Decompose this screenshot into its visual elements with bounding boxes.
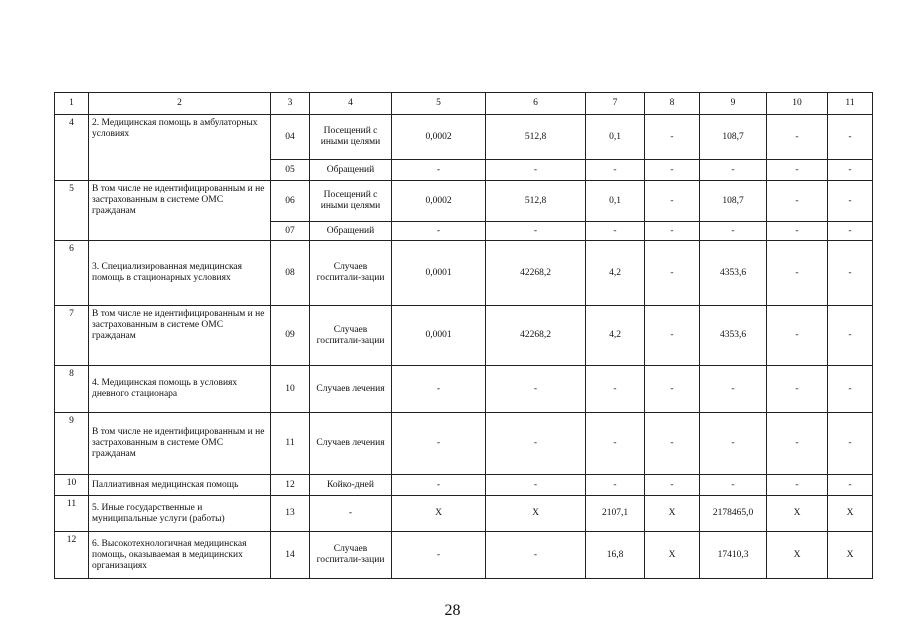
cell: 512,8 bbox=[486, 115, 586, 160]
cell: - bbox=[767, 241, 828, 306]
cell: X bbox=[645, 532, 700, 579]
cell: - bbox=[392, 160, 486, 181]
cell: - bbox=[700, 413, 767, 475]
cell: 0,0002 bbox=[392, 115, 486, 160]
table-row bbox=[55, 496, 873, 532]
table-row bbox=[55, 115, 873, 160]
cell: - bbox=[586, 366, 645, 413]
cell: - bbox=[828, 115, 873, 160]
table-row bbox=[55, 475, 873, 496]
cell: 4353,6 bbox=[700, 306, 767, 366]
header-cell: 5 bbox=[392, 93, 486, 115]
row-code: 08 bbox=[271, 241, 310, 306]
cell: X bbox=[645, 496, 700, 532]
cell: - bbox=[645, 241, 700, 306]
table-row bbox=[55, 241, 873, 306]
cell: X bbox=[828, 532, 873, 579]
cell: 42268,2 bbox=[486, 306, 586, 366]
cell: 2107,1 bbox=[586, 496, 645, 532]
cell: - bbox=[486, 532, 586, 579]
row-unit: Посещений с иными целями bbox=[310, 115, 392, 160]
cell: - bbox=[828, 306, 873, 366]
row-name: 2. Медицинская помощь в амбулаторных условиях bbox=[89, 115, 271, 181]
cell: - bbox=[486, 366, 586, 413]
cell: - bbox=[392, 222, 486, 241]
cell: - bbox=[586, 413, 645, 475]
cell: 4353,6 bbox=[700, 241, 767, 306]
header-cell: 9 bbox=[700, 93, 767, 115]
table-header-row bbox=[55, 93, 873, 115]
row-name: В том числе не идентифицированным и не застрахованным в системе ОМС гражданам bbox=[89, 306, 271, 366]
cell: - bbox=[486, 475, 586, 496]
row-unit: Обращений bbox=[310, 222, 392, 241]
row-unit: - bbox=[310, 496, 392, 532]
cell: - bbox=[828, 413, 873, 475]
cell: 0,0001 bbox=[392, 306, 486, 366]
cell: - bbox=[767, 160, 828, 181]
cell: - bbox=[645, 366, 700, 413]
cell: X bbox=[392, 496, 486, 532]
row-code: 13 bbox=[271, 496, 310, 532]
row-name: 4. Медицинская помощь в условиях дневного стационара bbox=[89, 366, 271, 413]
header-cell: 11 bbox=[828, 93, 873, 115]
row-number: 5 bbox=[55, 181, 89, 241]
row-unit: Случаев госпитали-зации bbox=[310, 532, 392, 579]
row-code: 11 bbox=[271, 413, 310, 475]
cell: - bbox=[828, 475, 873, 496]
cell: - bbox=[828, 222, 873, 241]
cell: - bbox=[392, 475, 486, 496]
cell: 108,7 bbox=[700, 181, 767, 222]
cell: - bbox=[392, 413, 486, 475]
cell: - bbox=[767, 366, 828, 413]
cell: - bbox=[767, 413, 828, 475]
row-unit: Случаев госпитали-зации bbox=[310, 306, 392, 366]
row-name: Паллиативная медицинская помощь bbox=[89, 475, 271, 496]
cell: 0,1 bbox=[586, 181, 645, 222]
cell: - bbox=[828, 241, 873, 306]
cell: X bbox=[486, 496, 586, 532]
cell: 16,8 bbox=[586, 532, 645, 579]
cell: - bbox=[767, 306, 828, 366]
table-row bbox=[55, 532, 873, 579]
cell: 4,2 bbox=[586, 241, 645, 306]
row-number: 8 bbox=[55, 366, 89, 413]
row-unit: Случаев лечения bbox=[310, 366, 392, 413]
row-name: В том числе не идентифицированным и не застрахованным в системе ОМС гражданам bbox=[89, 413, 271, 475]
header-cell: 7 bbox=[586, 93, 645, 115]
row-unit: Обращений bbox=[310, 160, 392, 181]
cell: - bbox=[645, 115, 700, 160]
row-unit: Случаев госпитали-зации bbox=[310, 241, 392, 306]
cell: - bbox=[828, 160, 873, 181]
cell: 0,0001 bbox=[392, 241, 486, 306]
cell: - bbox=[767, 222, 828, 241]
cell: - bbox=[700, 160, 767, 181]
row-code: 06 bbox=[271, 181, 310, 222]
cell: 2178465,0 bbox=[700, 496, 767, 532]
row-unit: Койко-дней bbox=[310, 475, 392, 496]
cell: - bbox=[645, 475, 700, 496]
cell: - bbox=[645, 160, 700, 181]
row-name: В том числе не идентифицированным и не застрахованным в системе ОМС гражданам bbox=[89, 181, 271, 241]
row-code: 14 bbox=[271, 532, 310, 579]
document-table bbox=[54, 92, 873, 579]
cell: - bbox=[767, 475, 828, 496]
header-cell: 4 bbox=[310, 93, 392, 115]
cell: - bbox=[645, 306, 700, 366]
header-cell: 3 bbox=[271, 93, 310, 115]
cell: - bbox=[392, 366, 486, 413]
cell: - bbox=[767, 181, 828, 222]
cell: X bbox=[767, 496, 828, 532]
cell: - bbox=[486, 413, 586, 475]
cell: X bbox=[828, 496, 873, 532]
cell: 0,0002 bbox=[392, 181, 486, 222]
cell: 42268,2 bbox=[486, 241, 586, 306]
header-cell: 6 bbox=[486, 93, 586, 115]
cell: 512,8 bbox=[486, 181, 586, 222]
row-code: 09 bbox=[271, 306, 310, 366]
header-cell: 10 bbox=[767, 93, 828, 115]
cell: 108,7 bbox=[700, 115, 767, 160]
table-row bbox=[55, 181, 873, 222]
header-cell: 8 bbox=[645, 93, 700, 115]
cell: - bbox=[828, 366, 873, 413]
cell: 17410,3 bbox=[700, 532, 767, 579]
cell: - bbox=[645, 181, 700, 222]
table-row bbox=[55, 306, 873, 366]
cell: - bbox=[700, 475, 767, 496]
header-cell: 1 bbox=[55, 93, 89, 115]
cell: - bbox=[586, 160, 645, 181]
cell: - bbox=[828, 181, 873, 222]
row-name: 6. Высокотехнологичная медицинская помощь, оказываемая в медицинских организациях bbox=[89, 532, 271, 579]
cell: 4,2 bbox=[586, 306, 645, 366]
row-code: 12 bbox=[271, 475, 310, 496]
row-number: 12 bbox=[55, 532, 89, 579]
row-code: 05 bbox=[271, 160, 310, 181]
cell: - bbox=[700, 366, 767, 413]
row-name: 3. Специализированная медицинская помощь в стационарных условиях bbox=[89, 241, 271, 306]
cell: X bbox=[767, 532, 828, 579]
page-number: 28 bbox=[444, 602, 461, 619]
cell: - bbox=[392, 532, 486, 579]
cell: - bbox=[767, 115, 828, 160]
row-number: 9 bbox=[55, 413, 89, 475]
cell: - bbox=[645, 222, 700, 241]
row-name: 5. Иные государственные и муниципальные услуги (работы) bbox=[89, 496, 271, 532]
table-row bbox=[55, 366, 873, 413]
row-unit: Случаев лечения bbox=[310, 413, 392, 475]
cell: - bbox=[586, 222, 645, 241]
cell: - bbox=[645, 413, 700, 475]
row-number: 7 bbox=[55, 306, 89, 366]
row-number: 6 bbox=[55, 241, 89, 306]
header-cell: 2 bbox=[89, 93, 271, 115]
row-number: 4 bbox=[55, 115, 89, 181]
cell: 0,1 bbox=[586, 115, 645, 160]
row-number: 10 bbox=[55, 475, 89, 496]
row-unit: Посещений с иными целями bbox=[310, 181, 392, 222]
table-row bbox=[55, 413, 873, 475]
cell: - bbox=[700, 222, 767, 241]
row-code: 07 bbox=[271, 222, 310, 241]
cell: - bbox=[486, 222, 586, 241]
cell: - bbox=[486, 160, 586, 181]
row-code: 10 bbox=[271, 366, 310, 413]
row-code: 04 bbox=[271, 115, 310, 160]
cell: - bbox=[586, 475, 645, 496]
row-number: 11 bbox=[55, 496, 89, 532]
